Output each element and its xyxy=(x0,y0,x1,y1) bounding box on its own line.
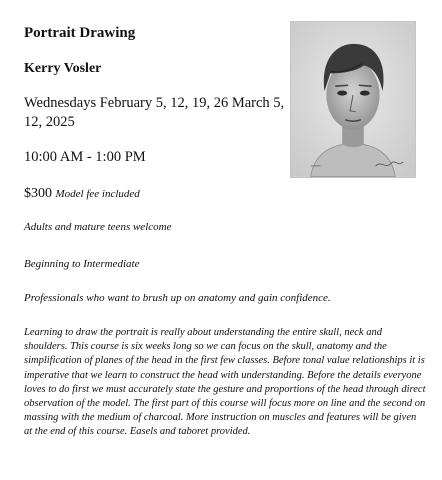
portrait-sketch-icon xyxy=(291,22,415,177)
professionals-text: Professionals who want to brush up on anatomy and gain confidence. xyxy=(24,292,331,304)
course-price: $300 xyxy=(24,186,52,201)
instructor-name: Kerry Vosler xyxy=(24,61,102,76)
audience-text: Adults and mature teens welcome xyxy=(24,221,172,233)
course-dates: Wednesdays February 5, 12, 19, 26 March 5, 12, 2025 xyxy=(24,95,285,130)
portrait-drawing-image xyxy=(290,21,416,178)
course-time: 10:00 AM - 1:00 PM xyxy=(24,149,146,165)
price-note: Model fee included xyxy=(55,188,140,200)
course-price-line xyxy=(24,186,140,202)
course-title: Portrait Drawing xyxy=(24,25,136,41)
course-description: Learning to draw the portrait is really about understanding the entire skull, neck and shoulders. This course is six weeks long so we can focus on the skull, anatomy and the simplification of planes of the head in the first few classes. Before tonal value relationships it is imperative that we learn to construct the head with understanding. Before the details everyone loves to do first we must accurately state the gesture and proportions of the head through direct observation of the model. The first part of this course will focus more on line and the second on massing with the medium of charcoal. More instruction on muscles and features will be given at the end of this course. Easels and taboret provided. xyxy=(24,327,426,438)
level-text: Beginning to Intermediate xyxy=(24,258,140,270)
